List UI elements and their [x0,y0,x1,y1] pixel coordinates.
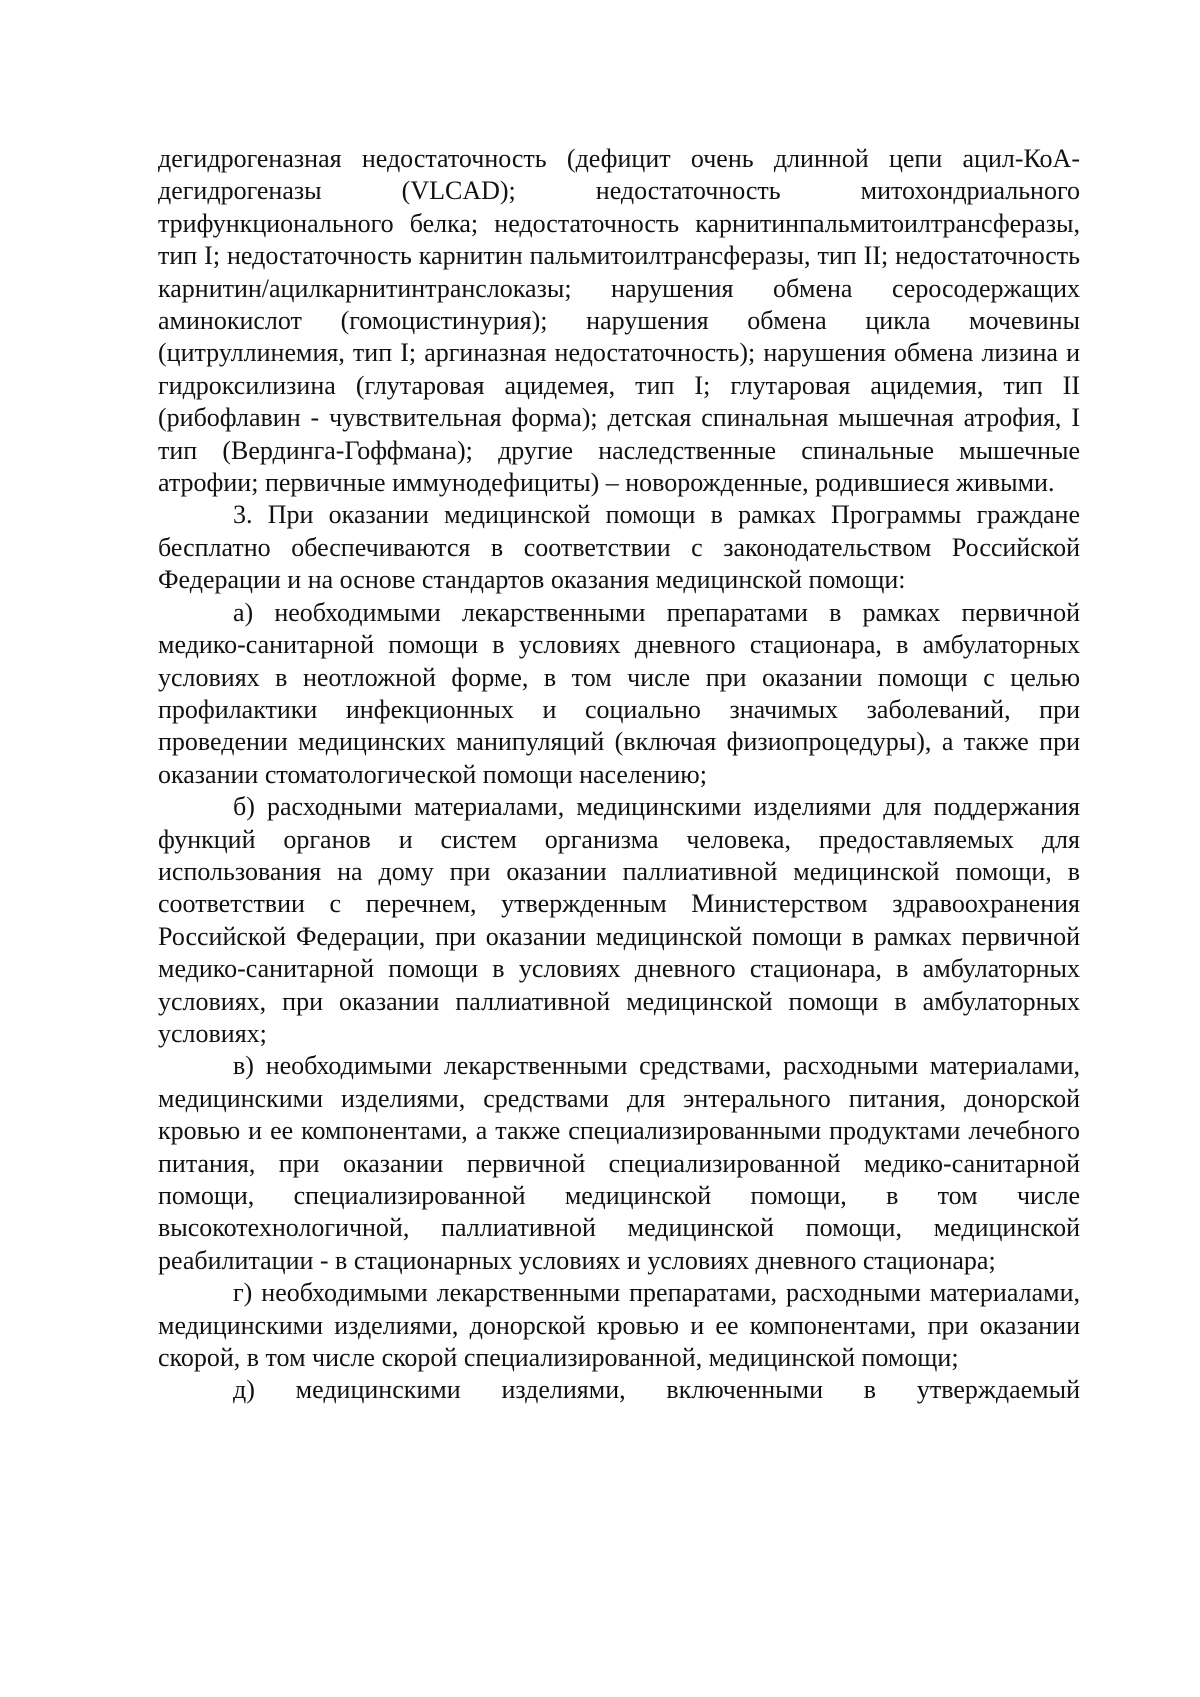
paragraph-item-3: 3. При оказании медицинской помощи в рамках Программы граждане бесплатно обеспечиваются в соответствии с законодательством Российской Федерации и на основе стандартов оказания медицинской помощи: [158,500,1080,595]
paragraph-item-g: г) необходимыми лекарственными препаратами, расходными материалами, медицинскими изделиями, донорской кровью и ее компонентами, при оказании скорой, в том числе скорой специализированной, медицинской помощи; [158,1278,1080,1373]
paragraph-item-b: б) расходными материалами, медицинскими изделиями для поддержания функций органов и систем организма человека, предоставляемых для использования на дому при оказании паллиативной медицинской помощи, в соответствии с перечнем, утвержденным Министерством здравоохранения Российской Федерации, при оказании медицинской помощи в рамках первичной медико-санитарной помощи в условиях дневного стационара, в амбулаторных условиях, при оказании паллиативной медицинской помощи в амбулаторных условиях; [158,792,1080,1048]
paragraph-item-a: а) необходимыми лекарственными препаратами в рамках первичной медико-санитарной помощи в условиях дневного стационара, в амбулаторных условиях в неотложной форме, в том числе при оказании помощи с целью профилактики инфекционных и социально значимых заболеваний, при проведении медицинских манипуляций (включая физиопроцедуры), а также при оказании стоматологической помощи населению; [158,597,1080,789]
paragraph-item-d: д) медицинскими изделиями, включенными в утверждаемый [233,1375,1080,1405]
document-page [158,143,1080,1407]
paragraph-item-v: в) необходимыми лекарственными средствами, расходными материалами, медицинскими изделиями, средствами для энтерального питания, донорской кровью и ее компонентами, а также специализированными продуктами лечебного питания, при оказании первичной специализированной медико-санитарной помощи, специализированной медицинской помощи, в том числе высокотехнологичной, паллиативной медицинской помощи, медицинской реабилитации - в стационарных условиях и условиях дневного стационара; [158,1051,1080,1275]
paragraph-continuation: дегидрогеназная недостаточность (дефицит очень длинной цепи ацил-КоА-дегидрогеназы (VLCAD); недостаточность митохондриального трифункционального белка; недостаточность карнитинпальмитоилтрансферазы, тип I; недостаточность карнитин пальмитоилтрансферазы, тип II; недостаточность карнитин/ацилкарнитинтранслоказы; нарушения обмена серосодержащих аминокислот (гомоцистинурия); нарушения обмена цикла мочевины (цитруллинемия, тип I; аргиназная недостаточность); нарушения обмена лизина и гидроксилизина (глутаровая ацидемея, тип I; глутаровая ацидемия, тип II (рибофлавин - чувствительная форма); детская спинальная мышечная атрофия, I тип (Вердинга-Гоффмана); другие наследственные спинальные мышечные атрофии; первичные иммунодефициты) – новорожденные, родившиеся живыми. [158,144,1080,498]
